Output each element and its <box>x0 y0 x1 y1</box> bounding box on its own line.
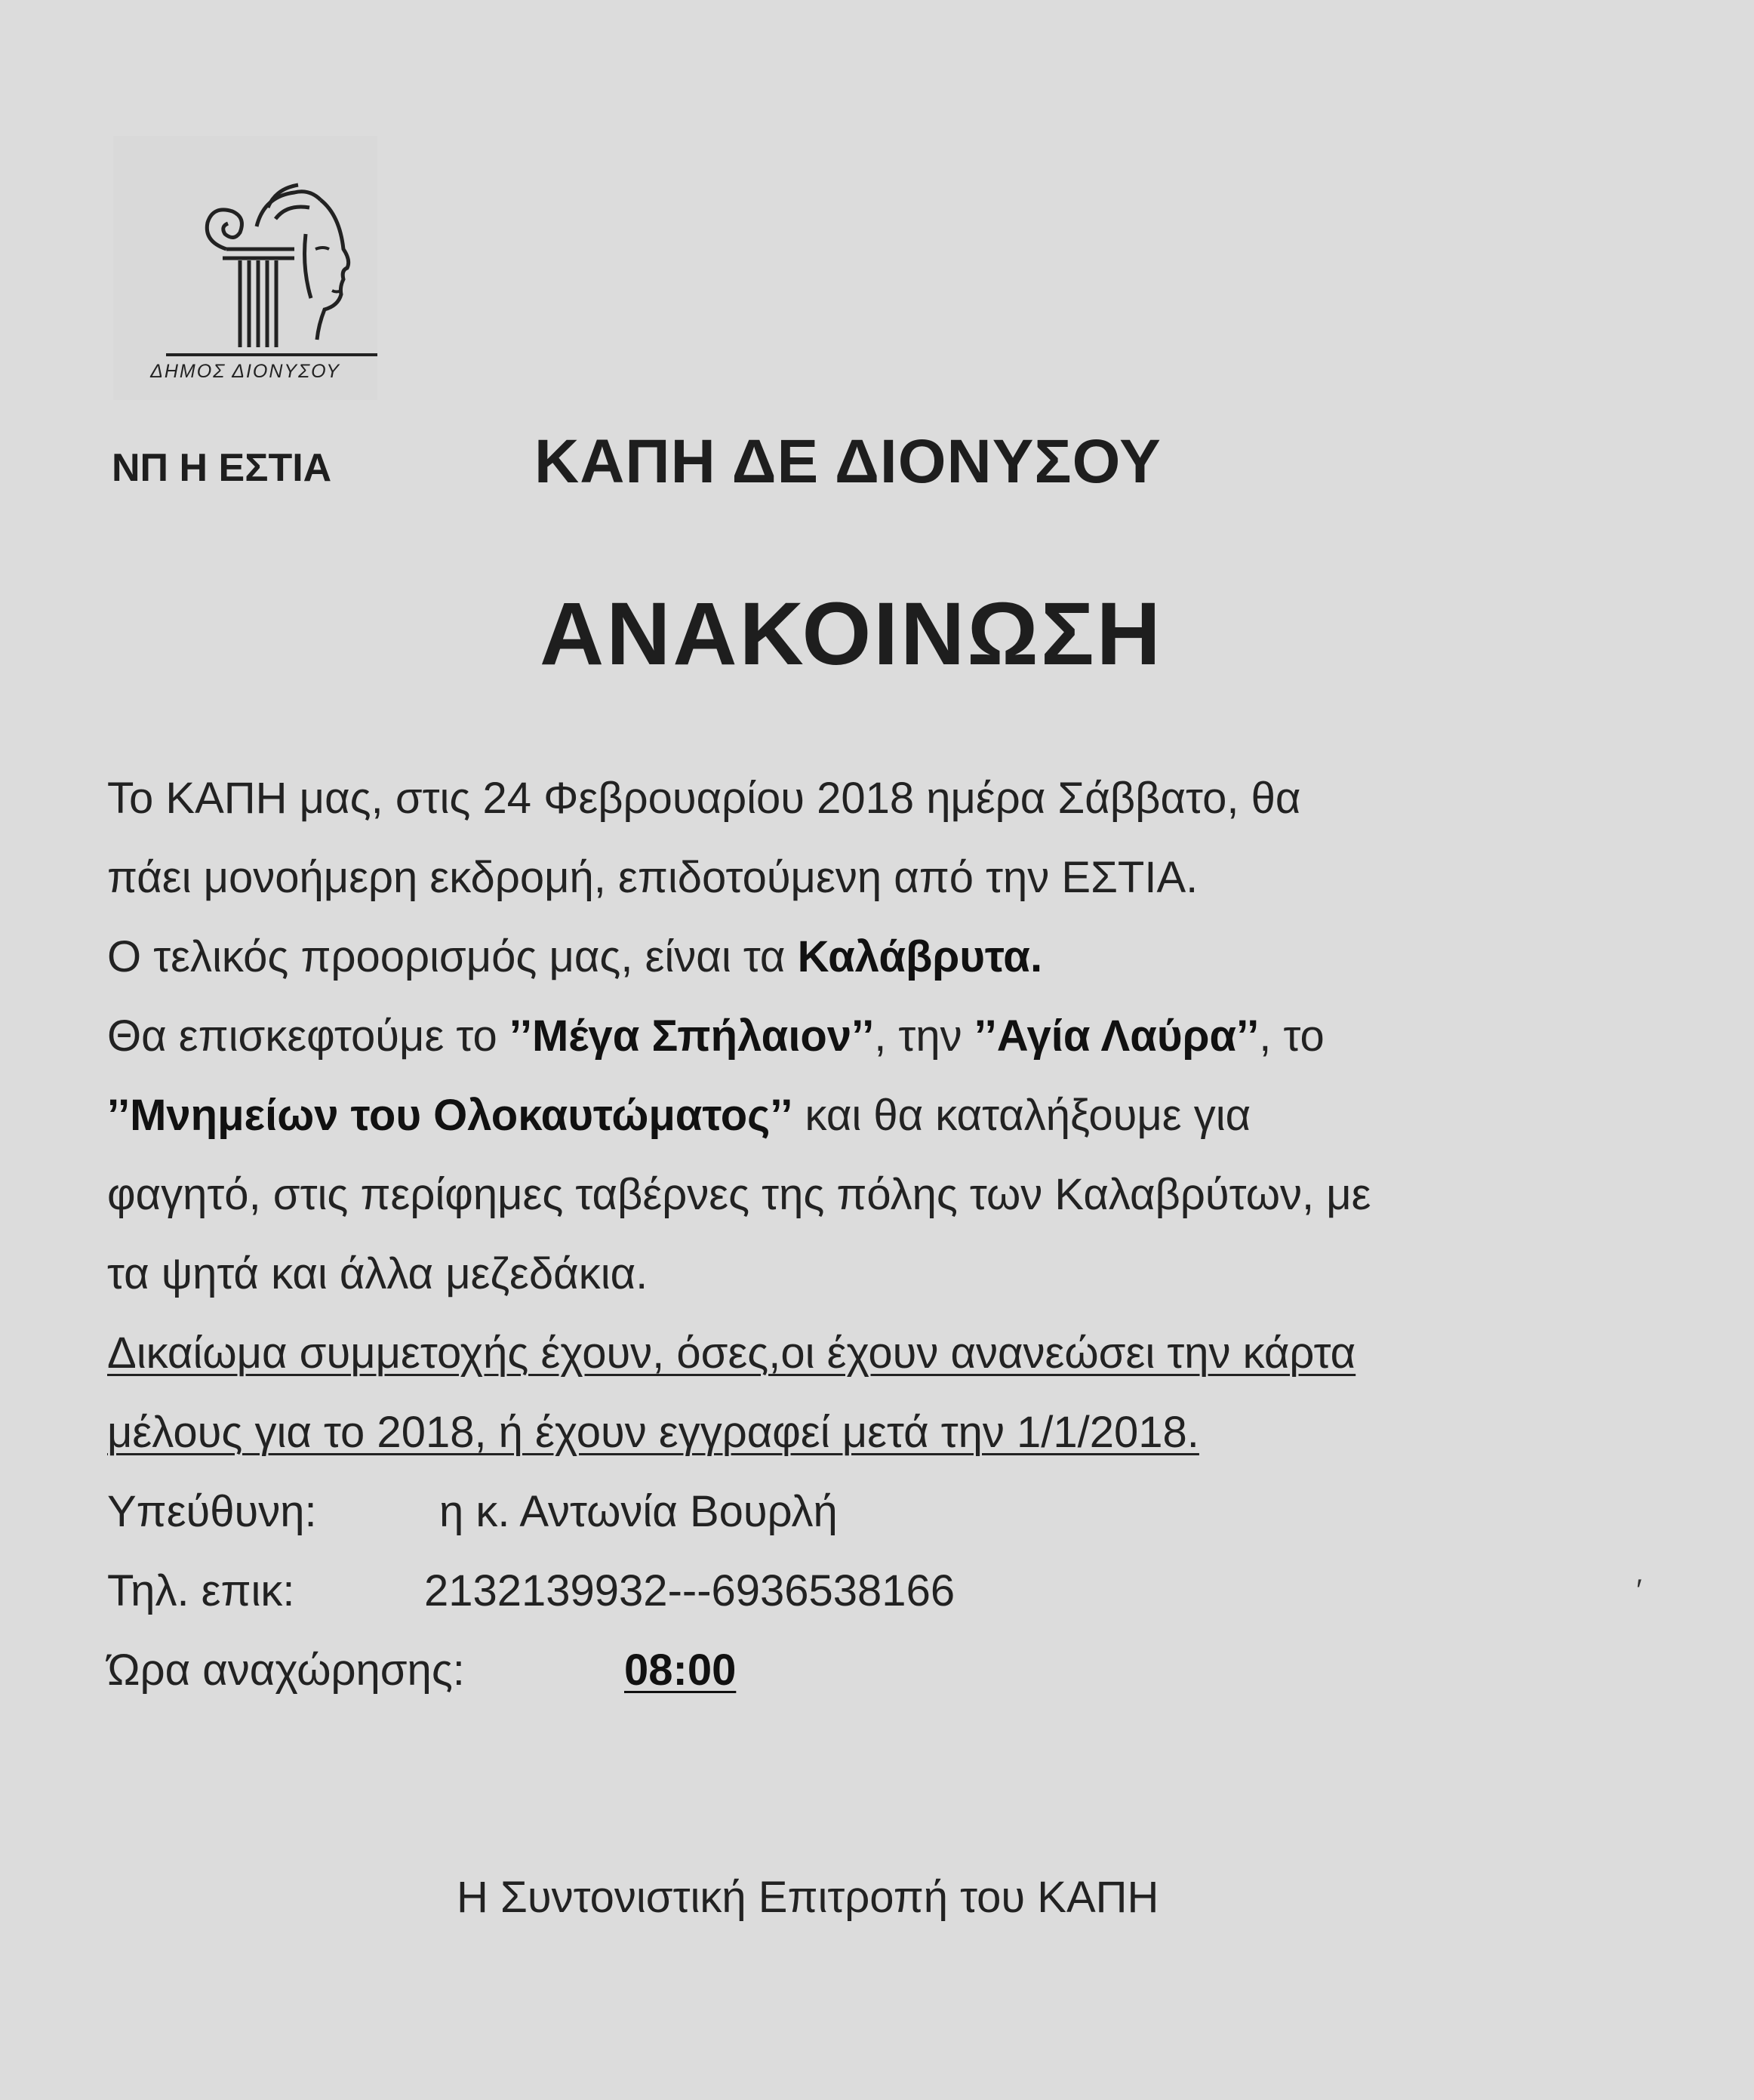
phone-value: 2132139932---6936538166 <box>424 1566 955 1615</box>
body-line: Το ΚΑΠΗ μας, στις 24 Φεβρουαρίου 2018 ημέρα Σάββατο, θα <box>107 774 1301 823</box>
body-line <box>107 1076 1662 1155</box>
responsible-value: η κ. Αντωνία Βουρλή <box>439 1487 838 1536</box>
responsible-row <box>107 1472 1662 1551</box>
body-text: , το <box>1259 1012 1325 1061</box>
body-line: πάει μονοήμερη εκδρομή, επιδοτούμενη από την ΕΣΤΙΑ. <box>107 853 1199 902</box>
phone-label: Τηλ. επικ: <box>107 1566 295 1615</box>
site-name: ’’Μνημείων του Ολοκαυτώματος’’ <box>107 1091 793 1140</box>
body-text: Θα επισκεφτούμε το <box>107 1012 509 1061</box>
departure-row <box>107 1630 1662 1710</box>
body-text: , την <box>874 1012 974 1061</box>
body-line <box>107 917 1662 996</box>
departure-time: 08:00 <box>624 1646 737 1695</box>
body-line: τα ψητά και άλλα μεζεδάκια. <box>107 1249 648 1298</box>
destination-name: Καλάβρυτα. <box>797 932 1043 981</box>
body-line <box>107 996 1662 1076</box>
responsible-label: Υπεύθυνη: <box>107 1487 317 1536</box>
eligibility-line: Δικαίωμα συμμετοχής έχουν, όσες,οι έχουν ανανεώσει την κάρτα <box>107 1329 1356 1378</box>
announcement-body <box>107 759 1662 1710</box>
body-text: και θα καταλήξουμε για <box>792 1091 1251 1140</box>
organization-name: ΝΠ Η ΕΣΤΙΑ <box>112 446 332 490</box>
announcement-heading: ΑΝΑΚΟΙΝΩΣΗ <box>540 584 1163 684</box>
document-title: ΚΑΠΗ ΔΕ ΔΙΟΝΥΣΟΥ <box>534 427 1162 496</box>
phone-row <box>107 1551 1662 1630</box>
body-text: Ο τελικός προορισμός μας, είναι τα <box>107 932 798 981</box>
departure-label: Ώρα αναχώρησης: <box>107 1646 465 1695</box>
scan-mark: ′ <box>1636 1574 1642 1607</box>
body-line: φαγητό, στις περίφημες ταβέρνες της πόλης των Καλαβρύτων, με <box>107 1170 1371 1219</box>
municipality-logo <box>113 136 377 400</box>
ionic-column-head-icon <box>113 136 377 362</box>
site-name: ’’Μέγα Σπήλαιον’’ <box>509 1012 875 1061</box>
signature: Η Συντονιστική Επιτροπή του ΚΑΠΗ <box>457 1873 1159 1922</box>
eligibility-line: μέλους για το 2018, ή έχουν εγγραφεί μετά την 1/1/2018. <box>107 1408 1199 1457</box>
site-name: ’’Αγία Λαύρα’’ <box>974 1012 1260 1061</box>
logo-caption: ΔΗΜΟΣ ΔΙΟΝΥΣΟΥ <box>150 361 340 382</box>
